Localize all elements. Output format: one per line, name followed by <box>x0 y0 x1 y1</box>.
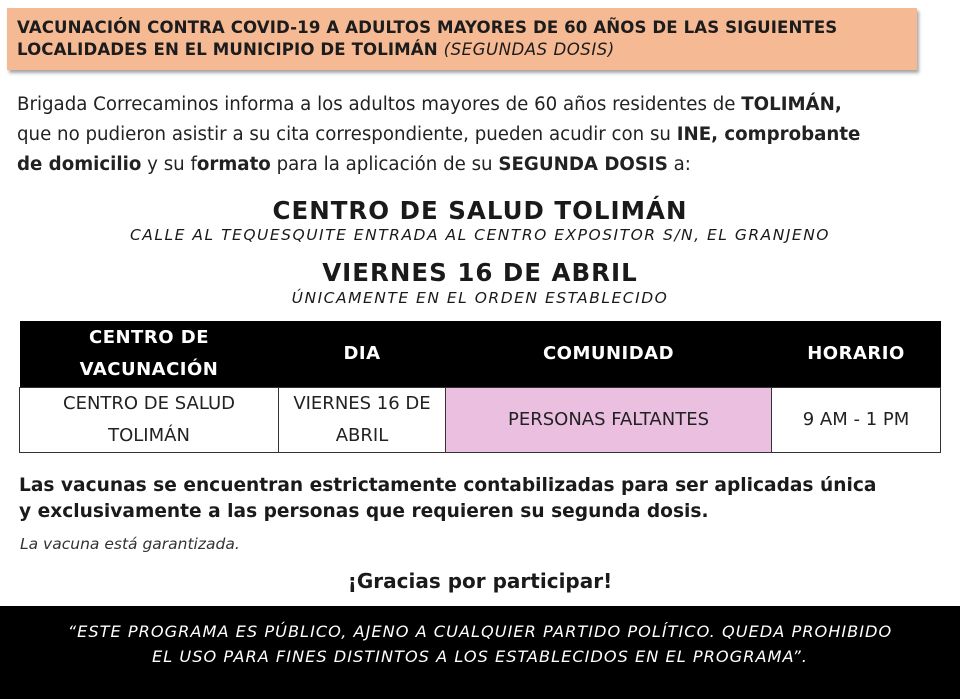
header-banner <box>7 8 917 70</box>
thanks-message: ¡Gracias por participar! <box>347 569 613 593</box>
footer-line-2: EL USO PARA FINES DISTINTOS A LOS ESTABLECIDOS EN EL PROGRAMA”. <box>152 647 808 666</box>
intro-text: y su f <box>141 154 197 175</box>
header-center <box>20 321 279 388</box>
order-note: ÚNICAMENTE EN EL ORDEN ESTABLECIDO <box>291 289 669 307</box>
header-day: DIA <box>279 321 446 388</box>
intro-text: Brigada Correcaminos informa a los adultos mayores de 60 años residentes de <box>17 94 742 115</box>
table-header-row <box>20 321 941 388</box>
strict-notice-line-1: Las vacunas se encuentran estrictamente contabilizadas para ser aplicadas única <box>19 475 877 496</box>
cell-community: PERSONAS FALTANTES <box>446 388 772 453</box>
intro-line-1 <box>17 90 947 120</box>
header-line-1: VACUNACIÓN CONTRA COVID-19 A ADULTOS MAYORES DE 60 AÑOS DE LAS SIGUIENTES <box>17 18 838 37</box>
cell-schedule: 9 AM - 1 PM <box>772 388 941 453</box>
header-center-line-1: CENTRO DE <box>88 327 209 348</box>
venue-name: CENTRO DE SALUD TOLIMÁN <box>272 196 688 225</box>
cell-day-line-1: VIERNES 16 DE <box>293 393 431 414</box>
intro-line-2 <box>17 120 947 150</box>
header-community: COMUNIDAD <box>446 321 772 388</box>
header-center-line-2: VACUNACIÓN <box>79 359 219 380</box>
intro-bold-documents: INE, comprobante <box>676 124 861 145</box>
intro-bold-domicilio: de domicilio <box>17 154 142 175</box>
venue-address: CALLE AL TEQUESQUITE ENTRADA AL CENTRO EXPOSITOR S/N, EL GRANJENO <box>129 226 830 244</box>
intro-text: a: <box>667 154 691 175</box>
table-row <box>20 388 941 453</box>
cell-day <box>279 388 446 453</box>
intro-line-3 <box>17 150 947 180</box>
intro-bold-formato: ormato <box>196 154 271 175</box>
intro-text: que no pudieron asistir a su cita correspondiente, pueden acudir con su <box>17 124 677 145</box>
strict-notice-line-2: y exclusivamente a las personas que requieren su segunda dosis. <box>19 501 709 522</box>
intro-bold-segunda-dosis: SEGUNDA DOSIS <box>498 154 668 175</box>
footer-line-1: “ESTE PROGRAMA ES PÚBLICO, AJENO A CUALQUIER PARTIDO POLÍTICO. QUEDA PROHIBIDO <box>67 622 893 641</box>
header-schedule: HORARIO <box>772 321 941 388</box>
cell-center <box>20 388 279 453</box>
schedule-table <box>19 321 941 453</box>
cell-center-line-2: TOLIMÁN <box>108 425 190 446</box>
header-line-2-sub: (SEGUNDAS DOSIS) <box>443 40 615 59</box>
header-line-2 <box>17 39 907 61</box>
legal-footer <box>0 606 960 699</box>
cell-day-line-2: ABRIL <box>335 425 389 446</box>
guarantee-note: La vacuna está garantizada. <box>20 535 240 553</box>
date-title: VIERNES 16 DE ABRIL <box>322 258 638 287</box>
cell-center-line-1: CENTRO DE SALUD <box>63 393 235 414</box>
strict-notice <box>19 473 949 525</box>
header-line-2-main: LOCALIDADES EN EL MUNICIPIO DE TOLIMÁN <box>17 40 438 59</box>
intro-text: para la aplicación de su <box>270 154 499 175</box>
intro-paragraph <box>17 90 947 180</box>
intro-bold-municipality: TOLIMÁN, <box>741 94 842 115</box>
